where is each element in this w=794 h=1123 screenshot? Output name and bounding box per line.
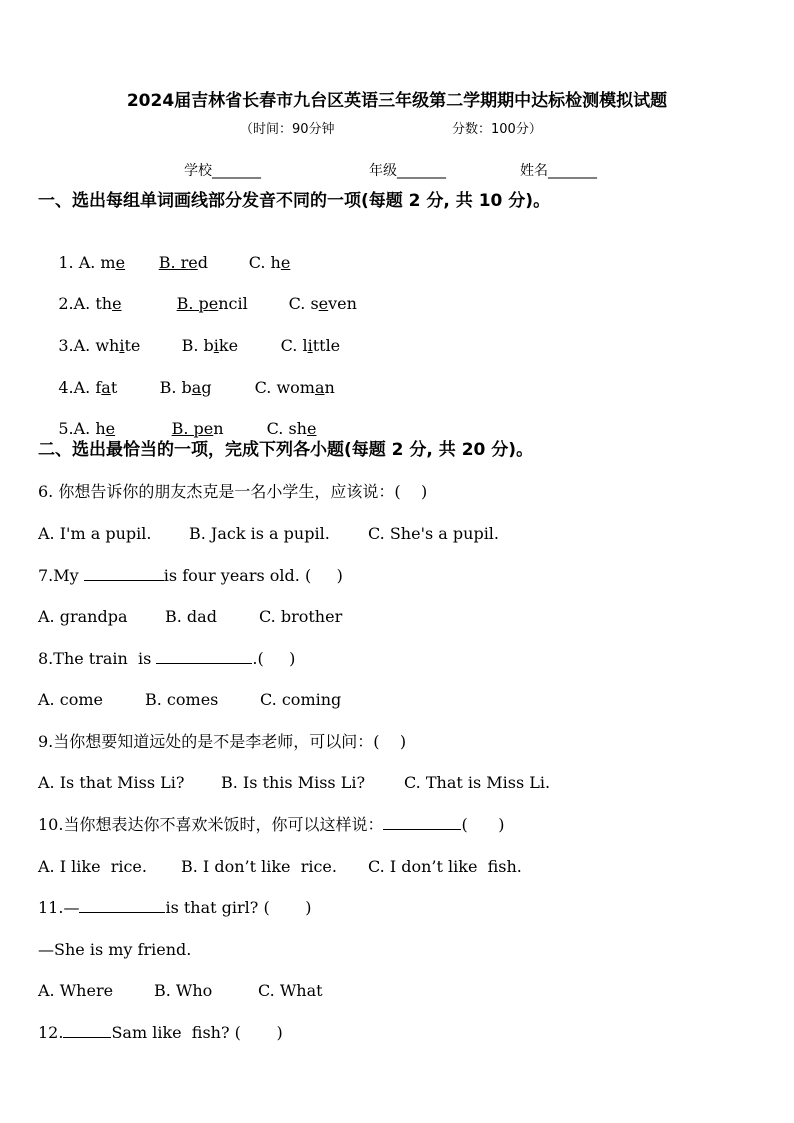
question-9-options — [38, 773, 550, 793]
question-12: 12. Sam like fish? ( ) — [38, 1023, 283, 1042]
q7-blank — [84, 566, 164, 581]
q3-option-c: C. little — [280, 336, 341, 355]
q8-option-b: B. comes — [145, 690, 219, 709]
q12-blank — [63, 1023, 111, 1038]
grade-field — [369, 160, 446, 180]
q2-option-b: B. pencil — [176, 294, 248, 313]
q4-num: 4. — [58, 378, 74, 397]
q5-option-c: C. she — [266, 419, 317, 438]
exam-title: 2024届吉林省长春市九台区英语三年级第二学期期中达标检测模拟试题 — [126, 91, 668, 111]
q8-option-c: C. coming — [260, 690, 342, 709]
q4-option-c: C. woman — [254, 378, 335, 397]
q11-option-b: B. Who — [154, 981, 213, 1000]
q5-option-a: A. he — [73, 419, 116, 438]
question-9: 9.当你想要知道远处的是不是李老师，可以问：( ) — [38, 732, 407, 751]
exam-time: （时间：90分钟 — [240, 122, 335, 137]
q8-option-a: A. come — [38, 690, 103, 709]
q1-option-c: C. he — [248, 253, 291, 272]
q4-option-b: B. bag — [159, 378, 212, 397]
q3-option-b: B. bike — [181, 336, 239, 355]
q8-blank — [156, 649, 252, 664]
section2-heading: 二、选出最恰当的一项，完成下列各小题(每题 2 分, 共 20 分)。 — [38, 440, 534, 460]
q9-option-b: B. Is this Miss Li? — [221, 773, 366, 792]
q11-blank — [79, 898, 165, 913]
exam-score: 分数：100分） — [452, 122, 542, 137]
q9-option-c: C. That is Miss Li. — [404, 773, 551, 792]
q10-option-c: C. I don’t like fish. — [368, 857, 522, 876]
q10-option-b: B. I don’t like rice. — [181, 857, 337, 876]
q2-option-c: C. seven — [288, 294, 357, 313]
school-label: 学校 — [184, 163, 212, 179]
section1-heading: 一、选出每组单词画线部分发音不同的一项(每题 2 分, 共 10 分)。 — [38, 191, 551, 211]
q11-option-a: A. Where — [38, 981, 114, 1000]
q7-option-b: B. dad — [165, 607, 217, 626]
question-10-options — [38, 857, 522, 877]
grade-label: 年级 — [369, 163, 397, 179]
q10-blank — [383, 815, 461, 830]
q7-option-a: A. grandpa — [38, 607, 128, 626]
q6-option-a: A. I'm a pupil. — [38, 524, 152, 543]
q5-option-b: B. pen — [171, 419, 224, 438]
grade-blank: _______ — [397, 163, 446, 179]
name-blank: _______ — [548, 163, 597, 179]
q1-option-b: B. red — [158, 253, 208, 272]
name-field — [520, 160, 597, 180]
q6-option-b: B. Jack is a pupil. — [189, 524, 330, 543]
q6-option-c: C. She's a pupil. — [368, 524, 500, 543]
question-11-options — [38, 981, 323, 1001]
q10-option-a: A. I like rice. — [38, 857, 147, 876]
q2-option-a: A. the — [73, 294, 122, 313]
q3-option-a: A. white — [73, 336, 141, 355]
school-blank: _______ — [212, 163, 261, 179]
name-label: 姓名 — [520, 163, 548, 179]
question-8: 8.The train is .( ) — [38, 649, 296, 668]
question-7: 7.My is four years old. ( ) — [38, 566, 343, 585]
q11-option-c: C. What — [258, 981, 323, 1000]
q3-num: 3. — [58, 336, 74, 355]
q1-option-a: A. me — [78, 253, 126, 272]
question-6: 6. 你想告诉你的朋友杰克是一名小学生，应该说：( ) — [38, 482, 428, 501]
q7-option-c: C. brother — [259, 607, 343, 626]
q9-option-a: A. Is that Miss Li? — [38, 773, 185, 792]
school-field — [184, 160, 261, 180]
question-6-options — [38, 524, 499, 544]
question-7-options — [38, 607, 342, 627]
question-11-reply: —She is my friend. — [38, 940, 192, 959]
question-8-options — [38, 690, 341, 710]
q5-num: 5. — [58, 419, 74, 438]
q4-option-a: A. fat — [73, 378, 118, 397]
q2-num: 2. — [58, 294, 74, 313]
question-10: 10.当你想表达你不喜欢米饭时，你可以这样说： ( ) — [38, 815, 505, 834]
q1-num: 1. — [58, 253, 79, 272]
question-11: 11.— is that girl? ( ) — [38, 898, 312, 917]
